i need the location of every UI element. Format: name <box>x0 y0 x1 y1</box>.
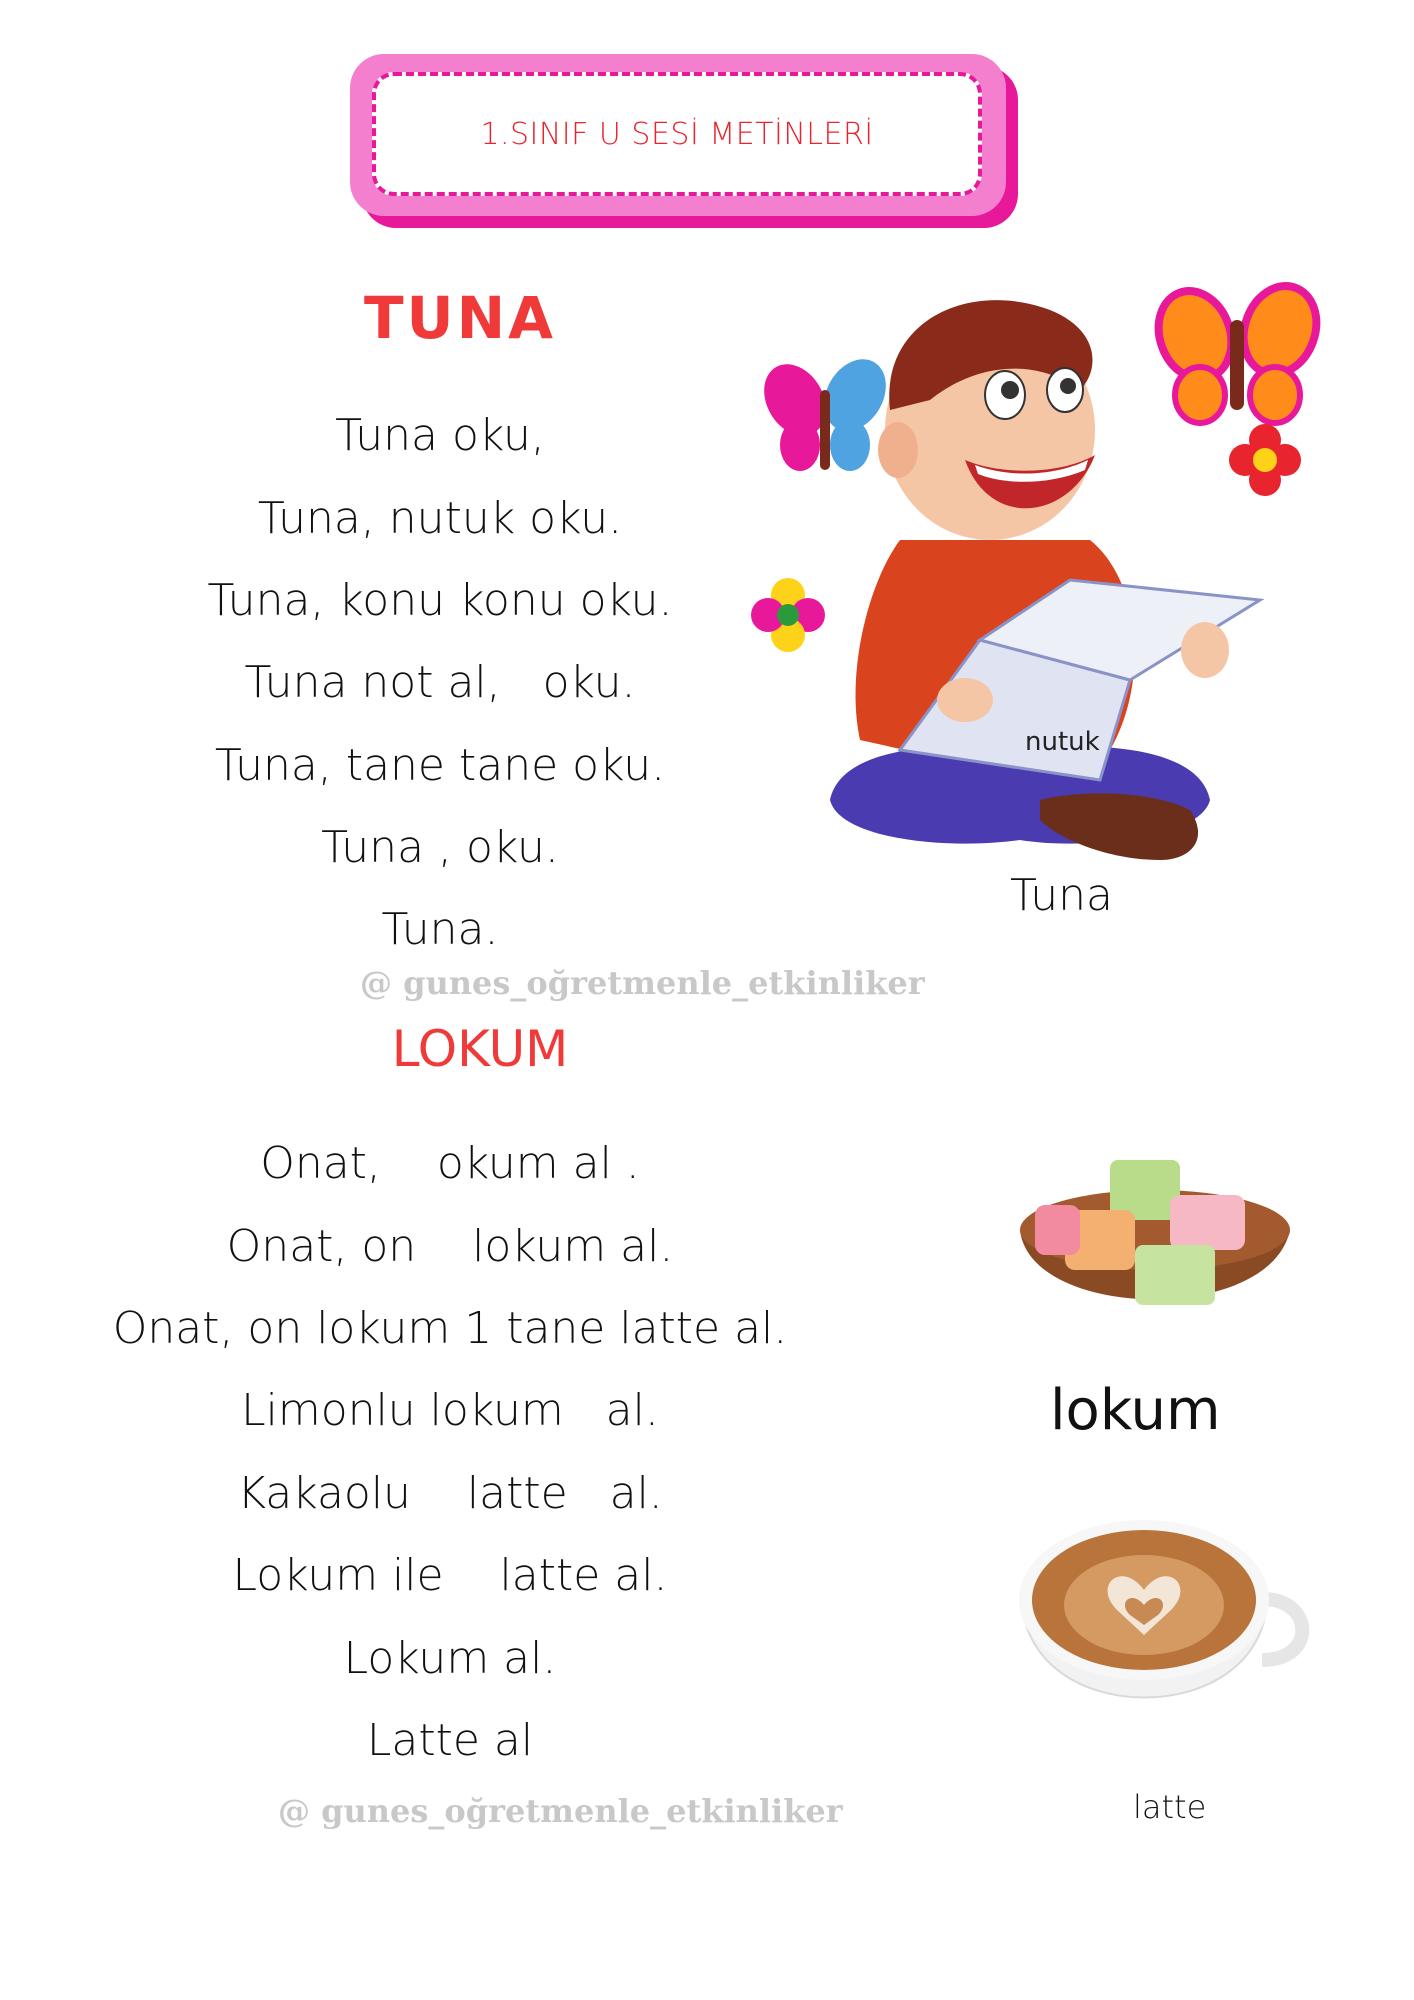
story2-line: Kakaolu latte al. <box>237 1468 663 1519</box>
story2-line: Lokum al. <box>343 1633 557 1684</box>
story1-line: Tuna, tane tane oku. <box>214 740 666 791</box>
boy-reading-illustration <box>750 280 1330 920</box>
watermark: @ gunes_oğretmenle_etkinliker <box>278 1792 843 1830</box>
image-caption-tuna: Tuna <box>1010 870 1113 920</box>
image-caption-latte: latte <box>1133 1788 1207 1826</box>
story1-line: Tuna. <box>381 904 499 955</box>
flower-icon <box>751 578 825 652</box>
story2-line: Limonlu lokum al. <box>241 1385 659 1436</box>
butterfly-icon <box>752 348 898 471</box>
story2-line: Onat, okum al . <box>260 1138 640 1189</box>
story1-line: Tuna , oku. <box>321 822 559 873</box>
story-title-tuna: TUNA <box>363 284 557 352</box>
story2-line: Onat, on lokum 1 tane latte al. <box>112 1303 788 1354</box>
story1-line: Tuna, nutuk oku. <box>257 493 623 544</box>
latte-image <box>1012 1510 1312 1760</box>
story2-line: Lokum ile latte al. <box>232 1550 668 1601</box>
butterfly-icon <box>1147 280 1329 423</box>
title-banner-inner <box>372 72 982 196</box>
flower-icon <box>1229 424 1301 496</box>
story1-line: Tuna oku, <box>335 410 545 461</box>
page-title: 1.SINIF U SESİ METİNLERİ <box>480 116 874 152</box>
image-caption-lokum: lokum <box>1050 1378 1221 1443</box>
lokum-image <box>1010 1150 1300 1350</box>
watermark: @ gunes_oğretmenle_etkinliker <box>360 964 925 1002</box>
story1-line: Tuna, konu konu oku. <box>207 575 673 626</box>
book-label: nutuk <box>1025 727 1100 757</box>
story-title-lokum: LOKUM <box>391 1020 569 1078</box>
story1-line: Tuna not al, oku. <box>244 657 636 708</box>
story2-line: Onat, on lokum al. <box>226 1221 674 1272</box>
story2-line: Latte al <box>366 1715 534 1766</box>
